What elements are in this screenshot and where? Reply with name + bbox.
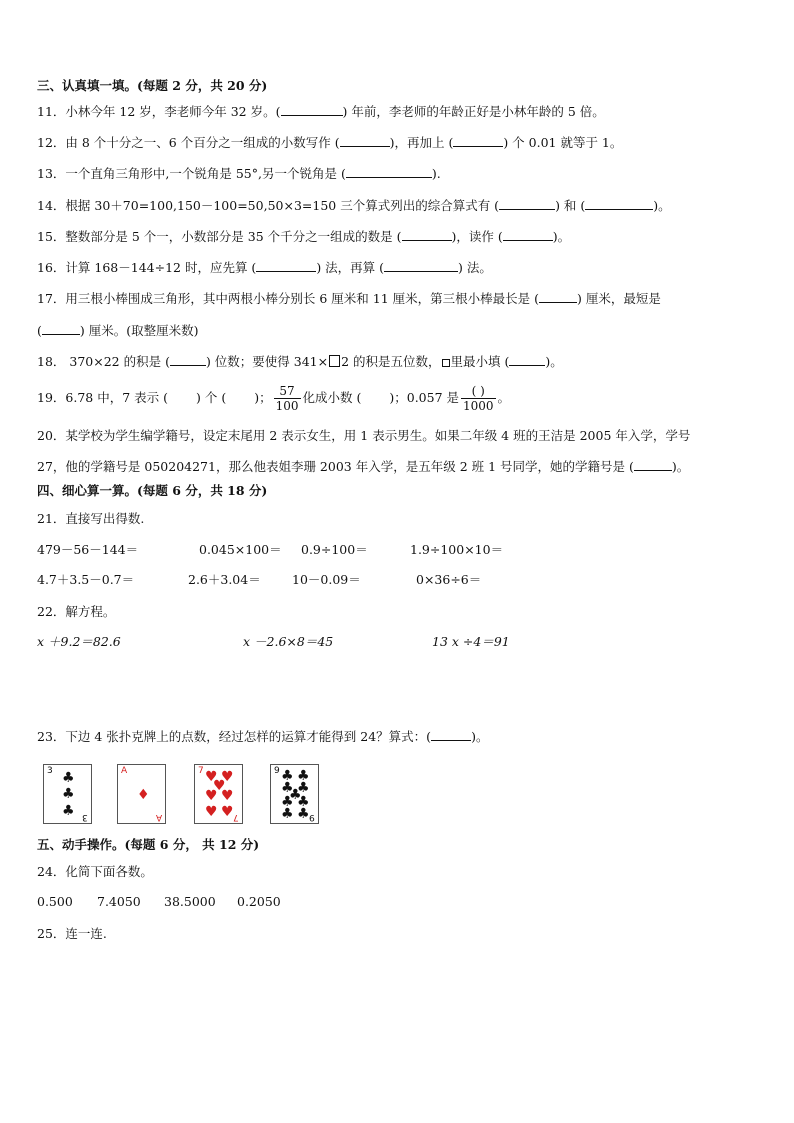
question-11: 11．小林今年 12 岁，李老师今年 32 岁。( ) 年前，李老师的年龄正好是小林年龄的 5 倍。 [37,104,605,119]
number-item: 7.4050 [97,894,141,909]
question-23: 23．下边 4 张扑克牌上的点数，经过怎样的运算才能得到 24？算式：( )。 [37,729,489,744]
answer-blank[interactable] [539,290,577,303]
square-box-icon [329,355,340,367]
calc-item: 10－0.09＝ [292,572,361,587]
question-20-cont: 27，他的学籍号是 050204271，那么他表姐李珊 2003 年入学，是五年级 2 班 1 号同学，她的学籍号是 ( )。 [37,459,690,474]
answer-blank[interactable] [509,353,545,366]
calc-item: 2.6＋3.04＝ [188,572,261,587]
diamond-icon: ♦ [137,787,150,803]
club-icon: ♣ [62,803,75,819]
answer-blank[interactable] [431,728,471,741]
question-19: 19．6.78 中，7 表示 ( ) 个 ( )； $\frac{57}{100}$ 化成小数 ( )；0.057 是 $\frac{( )}{1000}$ 。 [37,384,511,413]
club-icon: ♣ [297,768,310,784]
answer-blank[interactable] [503,228,553,241]
playing-card-3-clubs: 3 ♣ ♣ ♣ 3 [43,764,92,824]
heart-icon: ♥ [221,804,234,820]
question-21-title: 21．直接写出得数. [37,511,145,526]
calc-item: 4.7＋3.5－0.7＝ [37,572,135,587]
playing-card-a-diamonds: A ♦ A [117,764,166,824]
question-17: 17．用三根小棒围成三角形，其中两根小棒分别长 6 厘米和 11 厘米，第三根小棒最长是 ( ) 厘米，最短是 [37,291,661,306]
question-25-title: 25．连一连. [37,926,107,941]
club-icon: ♣ [62,770,75,786]
playing-card-7-hearts: 7 ♥ ♥ ♥ ♥ ♥ ♥ ♥ 7 [194,764,243,824]
heart-icon: ♥ [221,769,234,785]
club-icon: ♣ [281,806,294,822]
question-15: 15．整数部分是 5 个一，小数部分是 35 个千分之一组成的数是 ( )，读作 ( )。 [37,229,571,244]
calc-item: 479－56－144＝ [37,542,139,557]
club-icon: ♣ [297,794,310,810]
club-icon: ♣ [62,786,75,802]
club-icon: ♣ [289,787,302,803]
calc-item: 1.9÷100×10＝ [410,542,504,557]
calc-item: 0×36÷6＝ [416,572,482,587]
answer-blank[interactable] [634,458,672,471]
club-icon: ♣ [297,780,310,796]
number-item: 38.5000 [164,894,216,909]
heart-icon: ♥ [205,804,218,820]
number-item: 0.500 [37,894,73,909]
answer-blank[interactable] [453,134,503,147]
answer-blank[interactable] [281,103,343,116]
section-4-heading: 四、细心算一算。(每题 6 分，共 18 分) [37,483,268,498]
question-22-title: 22．解方程。 [37,604,116,619]
answer-blank[interactable] [170,353,206,366]
calc-item: 0.9÷100＝ [301,542,368,557]
question-18: 18． 370×22 的积是 ( ) 位数；要使得 341× 2 的积是五位数， 里最小填 ( )。 [37,354,563,369]
calc-item: 0.045×100＝ [199,542,282,557]
question-13: 13．一个直角三角形中,一个锐角是 55°,另一个锐角是 ( ). [37,166,441,181]
answer-blank[interactable] [402,228,452,241]
question-16: 16．计算 168－144÷12 时，应先算 ( ) 法，再算 ( ) 法。 [37,260,492,275]
heart-icon: ♥ [213,778,226,794]
section-3-heading: 三、认真填一填。(每题 2 分，共 20 分) [37,78,268,93]
playing-card-9-clubs: 9 ♣ ♣ ♣ ♣ ♣ ♣ ♣ ♣ ♣ 9 [270,764,319,824]
club-icon: ♣ [281,794,294,810]
answer-blank[interactable] [346,165,432,178]
answer-blank[interactable] [256,259,316,272]
number-item: 0.2050 [237,894,281,909]
club-icon: ♣ [281,780,294,796]
equation: 13 x ÷4＝91 [432,634,510,649]
question-12: 12．由 8 个十分之一、6 个百分之一组成的小数写作 ( )，再加上 ( ) 个 0.01 就等于 1。 [37,135,623,150]
club-icon: ♣ [297,806,310,822]
heart-icon: ♥ [221,788,234,804]
answer-blank[interactable] [384,259,458,272]
answer-blank[interactable] [42,322,80,335]
question-20: 20．某学校为学生编学籍号，设定末尾用 2 表示女生，用 1 表示男生。如果二年级 4 班的王洁是 2005 年入学，学号 [37,428,691,443]
answer-blank[interactable] [585,197,653,210]
question-17-cont: ( ) 厘米。(取整厘米数) [37,323,199,338]
equation: x －2.6×8＝45 [243,634,334,649]
fraction-blank-1000: $\frac{( )}{1000}$ [463,384,494,413]
answer-blank[interactable] [499,197,555,210]
question-24-title: 24．化简下面各数。 [37,864,153,879]
answer-blank[interactable] [340,134,390,147]
heart-icon: ♥ [205,769,218,785]
club-icon: ♣ [281,768,294,784]
fraction-57-100: $\frac{57}{100}$ [275,384,299,413]
section-5-heading: 五、动手操作。(每题 6 分， 共 12 分) [37,837,260,852]
question-14: 14．根据 30＋70=100,150－100=50,50×3=150 三个算式列出的综合算式有 ( ) 和 ( )。 [37,198,671,213]
square-box-icon [442,359,450,367]
heart-icon: ♥ [205,788,218,804]
equation: x ＋9.2＝82.6 [37,634,121,649]
